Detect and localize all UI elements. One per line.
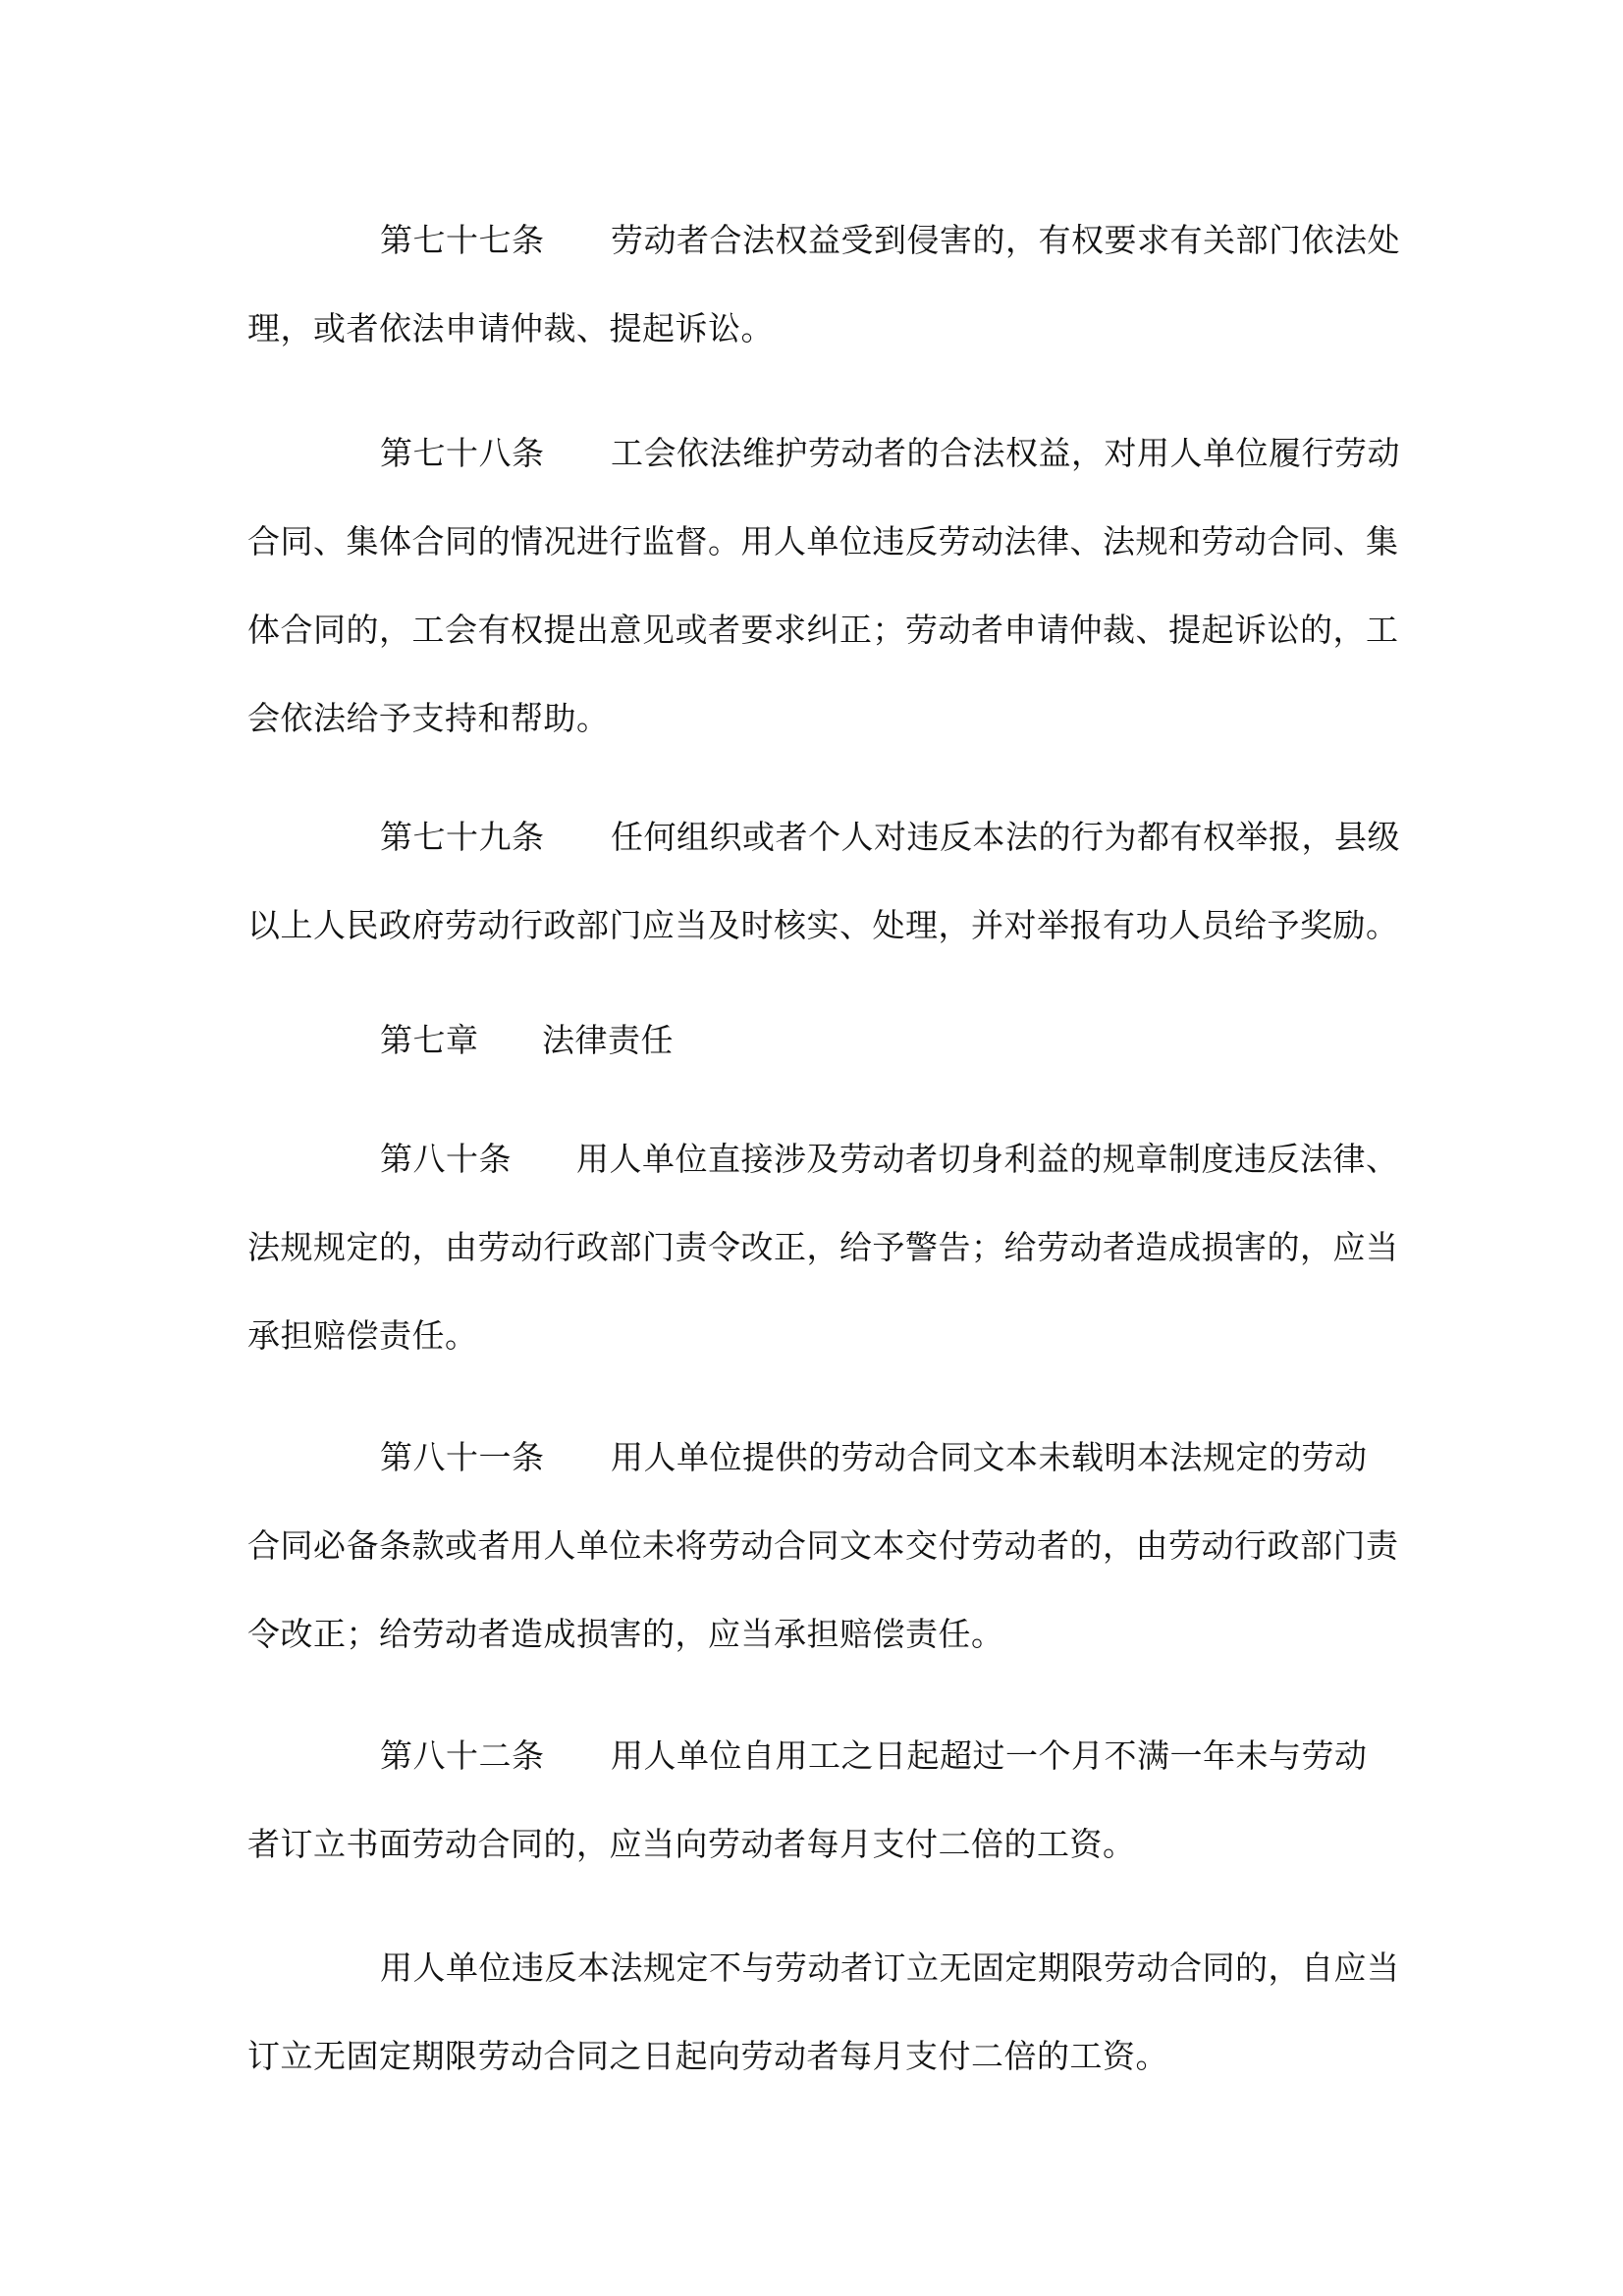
article-heading: 第八十条 xyxy=(380,1140,512,1178)
article-text: 承担赔偿责任。 xyxy=(247,1316,478,1355)
paragraph-text: 用人单位违反本法规定不与劳动者订立无固定期限劳动合同的，自应当 xyxy=(380,1949,1400,1987)
article-78 xyxy=(247,409,1400,763)
article-heading: 第七十七条 xyxy=(380,221,545,259)
article-heading: 第八十一条 xyxy=(380,1438,545,1476)
article-81 xyxy=(247,1414,1399,1679)
article-heading: 第七十九条 xyxy=(380,818,545,856)
chapter-heading: 第七章 xyxy=(380,1021,479,1059)
article-82 xyxy=(247,1712,1386,1889)
article-text: 会依法给予支持和帮助。 xyxy=(247,699,610,737)
article-80 xyxy=(247,1115,1399,1380)
chapter-title: 法律责任 xyxy=(542,1021,674,1059)
article-text: 法规规定的，由劳动行政部门责令改正，给予警告；给劳动者造成损害的，应当 xyxy=(247,1228,1399,1266)
article-79 xyxy=(247,793,1400,970)
article-text: 体合同的，工会有权提出意见或者要求纠正；劳动者申请仲裁、提起诉讼的，工 xyxy=(247,611,1399,649)
article-text: 令改正；给劳动者造成损害的，应当承担赔偿责任。 xyxy=(247,1615,1004,1653)
article-text: 劳动者合法权益受到侵害的，有权要求有关部门依法处 xyxy=(611,221,1400,259)
chapter-7 xyxy=(247,996,1386,1085)
article-text: 合同、集体合同的情况进行监督。用人单位违反劳动法律、法规和劳动合同、集 xyxy=(247,522,1399,561)
paragraph xyxy=(247,1924,1400,2101)
article-text: 理，或者依法申请仲裁、提起诉讼。 xyxy=(247,309,774,347)
article-77 xyxy=(247,196,1400,373)
article-text: 者订立书面劳动合同的，应当向劳动者每月支付二倍的工资。 xyxy=(247,1825,1136,1863)
article-text: 任何组织或者个人对违反本法的行为都有权举报，县级 xyxy=(611,818,1400,856)
article-text: 用人单位自用工之日起超过一个月不满一年未与劳动 xyxy=(611,1736,1368,1775)
paragraph-text: 订立无固定期限劳动合同之日起向劳动者每月支付二倍的工资。 xyxy=(247,2037,1168,2075)
article-text: 以上人民政府劳动行政部门应当及时核实、处理，并对举报有功人员给予奖励。 xyxy=(247,906,1399,944)
article-heading: 第八十二条 xyxy=(380,1736,545,1775)
article-text: 用人单位提供的劳动合同文本未载明本法规定的劳动 xyxy=(611,1438,1368,1476)
article-heading: 第七十八条 xyxy=(380,434,545,472)
article-text: 合同必备条款或者用人单位未将劳动合同文本交付劳动者的，由劳动行政部门责 xyxy=(247,1526,1399,1565)
article-text: 工会依法维护劳动者的合法权益，对用人单位履行劳动 xyxy=(611,434,1400,472)
article-text: 用人单位直接涉及劳动者切身利益的规章制度违反法律、 xyxy=(576,1140,1399,1178)
